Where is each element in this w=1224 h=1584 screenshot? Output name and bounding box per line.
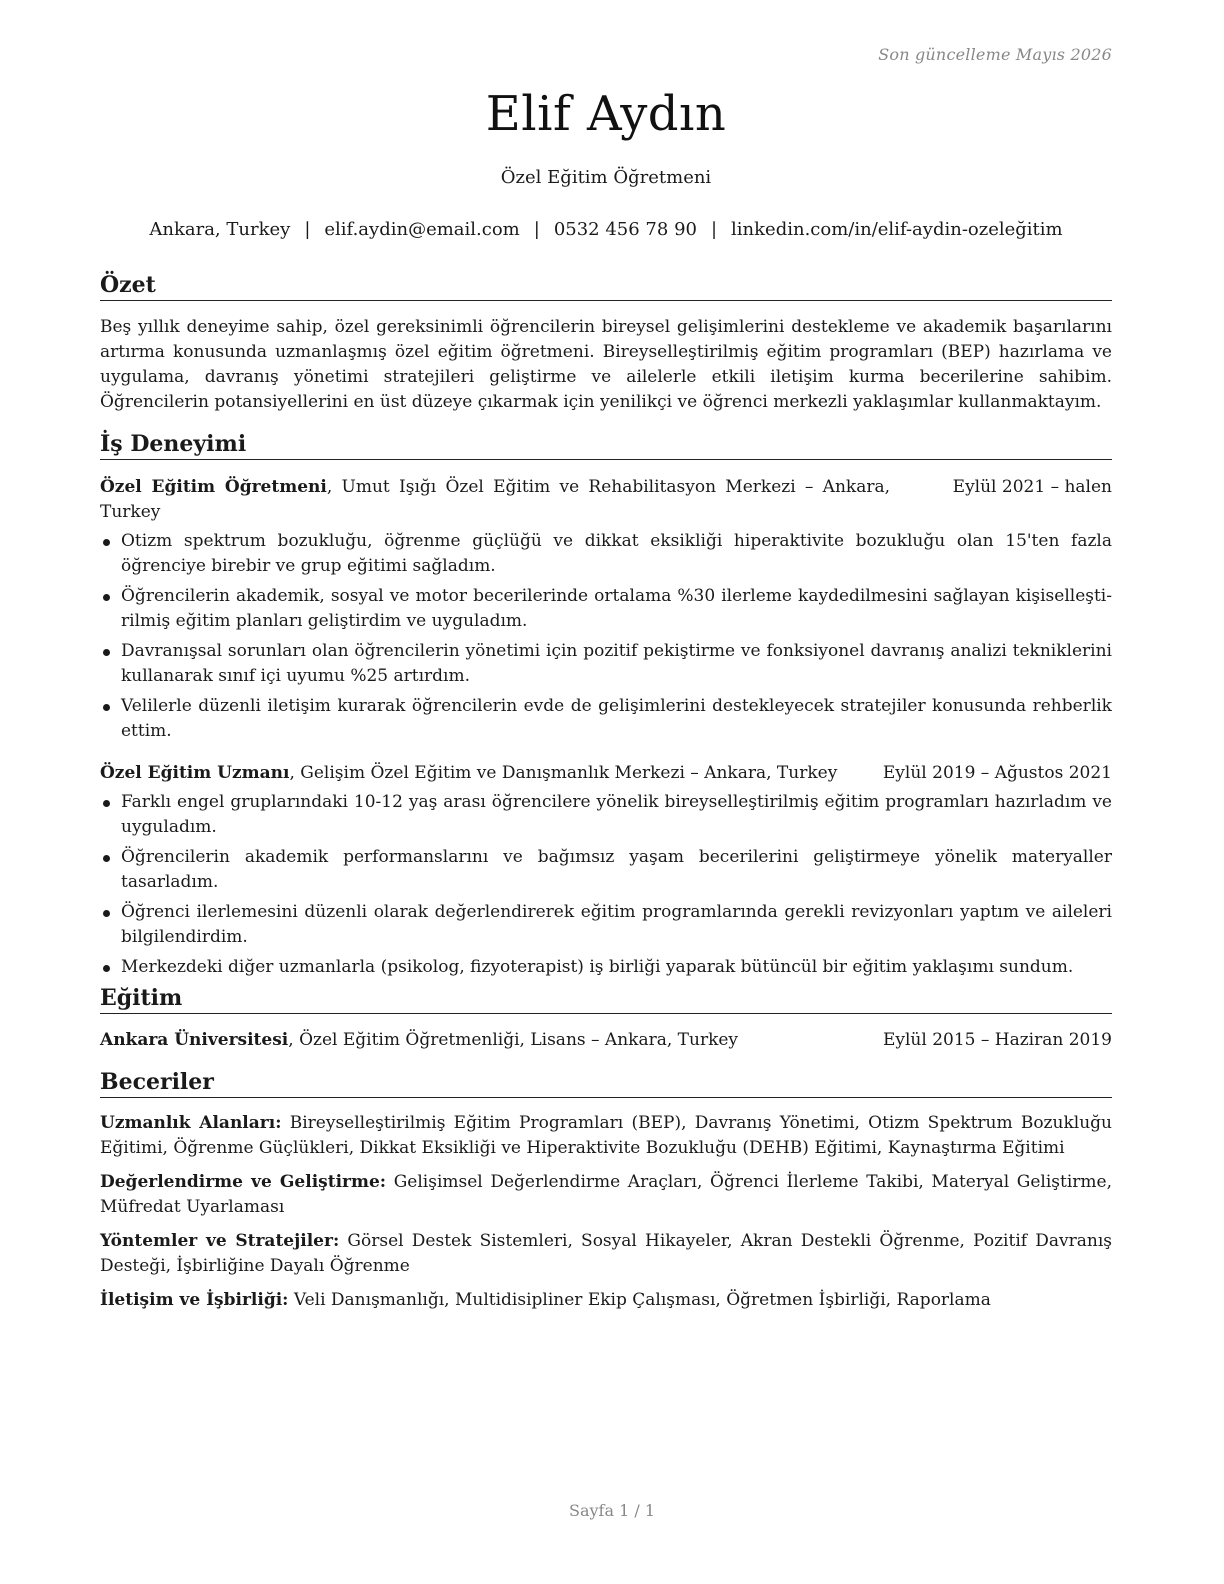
contact-separator: |: [710, 219, 718, 240]
bullet-dot-icon: [103, 965, 110, 972]
summary-section: [100, 271, 1112, 415]
job-organization: , Umut Işığı Özel Eğitim ve Rehabilitasyon Merkezi – Ankara, Turkey: [100, 477, 890, 522]
job-title-line: [100, 475, 890, 525]
list-item: Otizm spektrum bozukluğu, öğrenme güçlüğü ve dikkat eksikliği hiperaktivite bozukluğu olan 15'ten fazla öğrenciye birebir ve grup eğitimi sağladım.: [100, 529, 1112, 579]
job-organization: , Gelişim Özel Eğitim ve Danışmanlık Merkezi – Ankara, Turkey: [289, 763, 838, 783]
contact-location: Ankara, Turkey: [149, 219, 291, 240]
education-section: [100, 984, 1112, 1053]
education-school: Ankara Üniversitesi: [100, 1030, 289, 1050]
job-header: [100, 761, 1112, 786]
bullet-dot-icon: [103, 855, 110, 862]
job-role: Özel Eğitim Uzmanı: [100, 763, 290, 783]
contact-phone[interactable]: 0532 456 78 90: [553, 219, 697, 240]
page-number-footer: Sayfa 1 / 1: [568, 1501, 655, 1520]
bullet-dot-icon: [103, 594, 110, 601]
experience-section: [100, 430, 1112, 985]
list-item: Öğrenci ilerlemesini düzenli olarak değerlendirerek eğitim programlarında gerekli revizyonları yaptım ve aileleri bilgilendirdim.: [100, 900, 1112, 950]
list-item: Velilerle düzenli iletişim kurarak öğrencilerin evde de gelişimlerini destekleyecek stratejiler konusunda rehberlik ettim.: [100, 694, 1112, 744]
list-item: Farklı engel gruplarındaki 10-12 yaş arası öğrencilere yönelik bireyselleştirilmiş eğitim programları hazırladım ve uyguladım.: [100, 790, 1112, 840]
section-title-experience: İş Deneyimi: [100, 430, 1112, 460]
education-detail: , Özel Eğitim Öğretmenliği, Lisans – Ankara, Turkey: [288, 1030, 739, 1050]
job-header: [100, 475, 1112, 525]
contact-separator: |: [304, 219, 311, 240]
contact-line: [100, 219, 1112, 240]
skill-group: [100, 1111, 1112, 1161]
section-title-summary: Özet: [100, 271, 1112, 301]
list-item: Davranışsal sorunları olan öğrencilerin yönetimi için pozitif pekiştirme ve fonksiyonel davranış analizi tekniklerini kullanarak sınıf içi uyumu %25 artırdım.: [100, 639, 1112, 689]
education-line: [100, 1028, 883, 1053]
summary-text: Beş yıllık deneyime sahip, özel gereksinimli öğrencilerin bireysel gelişimlerini destekleme ve akademik başarılarını artırma konusunda uzmanlaşmış özel eğitim öğretmeni. Bireyselleştirilmiş eğitim programları (BEP) hazırlama ve uygulama, davranış yönetimi stratejileri geliştirme ve ailelerle etkili iletişim kurma becerilerine sahibim. Öğrencilerin potansiyellerini en üst düzeye çıkarmak için yenilikçi ve öğrenci merkezli yaklaşımlar kullanmaktayım.: [100, 317, 1112, 412]
skills-list: [100, 1111, 1112, 1313]
contact-email[interactable]: elif.aydin@email.com: [324, 219, 520, 240]
list-item: Öğrencilerin akademik, sosyal ve motor becerilerinde ortalama %30 ilerleme kaydedilmesini sağlayan kişiselleşti-rilmiş eğitim planları geliştirdim ve uyguladım.: [100, 584, 1112, 634]
skill-group: [100, 1288, 1112, 1313]
job-entry: [100, 475, 1112, 744]
skill-group-label: Uzmanlık Alanları:: [100, 1113, 282, 1133]
bullet-dot-icon: [103, 704, 110, 711]
job-title-line: [100, 761, 883, 786]
job-bullets: [100, 790, 1112, 980]
skill-group-text: Gelişimsel Değerlendirme Araçları, Öğrenci İlerleme Takibi, Materyal Geliştirme, Müfredat Uyarlaması: [100, 1172, 1112, 1217]
skill-group-text: Görsel Destek Sistemleri, Sosyal Hikayeler, Akran Destekli Öğrenme, Pozitif Davranış Desteği, İşbirliğine Dayalı Öğrenme: [100, 1231, 1112, 1276]
skill-group-label: İletişim ve İşbirliği:: [100, 1290, 289, 1310]
skill-group-text: Veli Danışmanlığı, Multidisipliner Ekip Çalışması, Öğretmen İşbirliği, Raporlama: [288, 1290, 991, 1310]
section-title-skills: Beceriler: [100, 1068, 1112, 1098]
education-entry: [100, 1028, 1112, 1053]
contact-linkedin[interactable]: linkedin.com/in/elif-aydin-ozeleğitim: [731, 219, 1063, 240]
education-dates: Eylül 2015 – Haziran 2019: [882, 1030, 1112, 1050]
candidate-name: Elif Aydın: [485, 86, 727, 142]
skill-group-label: Değerlendirme ve Geliştirme:: [100, 1172, 387, 1192]
skill-group-label: Yöntemler ve Stratejiler:: [100, 1231, 340, 1251]
bullet-dot-icon: [103, 649, 110, 656]
skill-group: [100, 1229, 1112, 1279]
candidate-headline: Özel Eğitim Öğretmeni: [500, 167, 712, 188]
job-dates: Eylül 2019 – Ağustos 2021: [882, 763, 1112, 783]
skill-group: [100, 1170, 1112, 1220]
list-item: Öğrencilerin akademik performanslarını ve bağımsız yaşam becerilerini geliştirmeye yönelik materyaller tasarladım.: [100, 845, 1112, 895]
section-title-education: Eğitim: [100, 984, 1112, 1014]
job-dates: Eylül 2021 – halen: [952, 477, 1112, 497]
bullet-dot-icon: [103, 539, 110, 546]
contact-separator: |: [533, 219, 540, 240]
job-bullets: [100, 529, 1112, 744]
job-role: Özel Eğitim Öğretmeni: [100, 477, 327, 497]
skills-section: [100, 1068, 1112, 1322]
skill-group-text: Bireyselleştirilmiş Eğitim Programları (BEP), Davranış Yönetimi, Otizm Spektrum Bozukluğu Eğitimi, Öğrenme Güçlükleri, Dikkat Eksikliği ve Hiperaktivite Bozukluğu (DEHB) Eğitimi, Kaynaştırma Eğitimi: [100, 1113, 1112, 1158]
bullet-dot-icon: [103, 910, 110, 917]
list-item: Merkezdeki diğer uzmanlarla (psikolog, fizyoterapist) iş birliği yaparak bütüncül bir eğitim yaklaşımı sundum.: [100, 955, 1112, 980]
bullet-dot-icon: [103, 800, 110, 807]
job-entry: [100, 761, 1112, 980]
last-updated-note: Son güncelleme Mayıs 2026: [878, 45, 1112, 64]
